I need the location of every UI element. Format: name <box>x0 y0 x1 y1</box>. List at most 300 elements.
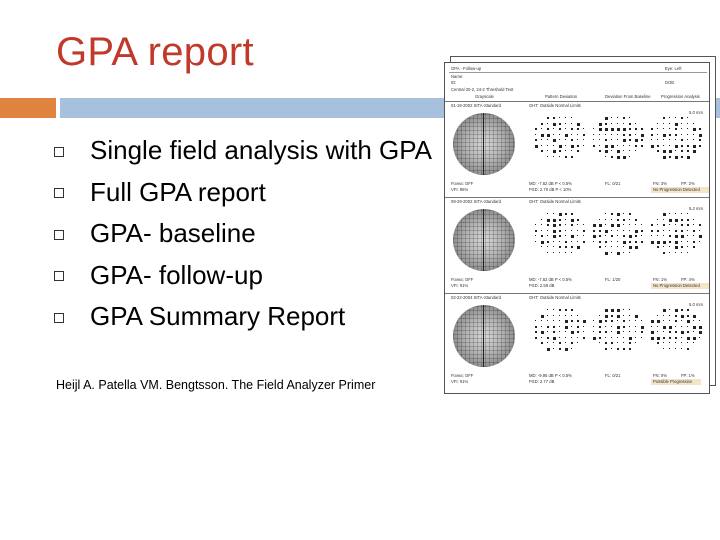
plot-symbol <box>657 224 658 225</box>
progression-plot <box>651 213 705 257</box>
plot-symbol <box>593 331 594 332</box>
plot-symbol <box>565 128 566 129</box>
plot-symbol <box>577 128 579 130</box>
plot-symbol <box>583 230 585 232</box>
plot-symbol <box>541 150 543 152</box>
plot-symbol <box>699 320 700 321</box>
plot-symbol <box>553 337 556 340</box>
plot-symbol <box>693 315 696 318</box>
exam-date: 01-18-2002 SITA-Standard <box>451 103 501 108</box>
plot-symbol <box>663 246 664 247</box>
plot-symbol <box>571 235 574 238</box>
plot-symbol <box>681 309 683 311</box>
plot-symbol <box>651 128 653 130</box>
plot-symbol <box>657 219 658 220</box>
plot-symbol <box>663 128 664 129</box>
plot-symbol <box>617 246 618 247</box>
plot-symbol <box>565 156 567 158</box>
plot-symbol <box>541 230 542 231</box>
plot-symbol <box>617 156 620 159</box>
plot-symbol <box>657 145 659 147</box>
plot-symbol <box>593 235 596 238</box>
plot-symbol <box>617 150 620 153</box>
plot-symbol <box>693 241 695 243</box>
plot-symbol <box>635 224 636 225</box>
plot-symbol <box>599 224 602 227</box>
plot-symbol <box>571 224 573 226</box>
plot-symbol <box>687 134 688 135</box>
report-id-label: ID: <box>451 80 457 85</box>
square-bullet-icon <box>54 313 64 323</box>
plot-symbol <box>681 320 682 321</box>
plot-symbol <box>629 320 630 321</box>
plot-symbol <box>663 145 664 146</box>
plot-symbol <box>559 156 560 157</box>
exam-status: No Progression Detected <box>653 283 700 288</box>
plot-symbol <box>699 128 701 130</box>
plot-symbol <box>687 213 688 214</box>
plot-symbol <box>651 230 653 232</box>
plot-symbol <box>663 134 666 137</box>
plot-symbol <box>623 117 625 119</box>
plot-symbol <box>547 123 548 124</box>
plot-symbol <box>663 326 666 329</box>
plot-symbol <box>681 342 682 343</box>
plot-symbol <box>657 326 658 327</box>
plot-symbol <box>547 150 548 151</box>
bullet-item <box>54 296 432 338</box>
plot-symbol <box>629 309 630 310</box>
plot-symbol <box>657 134 658 135</box>
plot-symbol <box>617 134 618 135</box>
plot-symbol <box>675 315 677 317</box>
plot-symbol <box>599 128 602 131</box>
exam-psd: PSD: 2.70 dB P < 10% <box>529 187 572 192</box>
plot-symbol <box>541 235 543 237</box>
plot-symbol <box>629 139 631 141</box>
col-progression: Progression Analysis <box>661 94 700 99</box>
plot-symbol <box>681 230 683 232</box>
plot-symbol <box>663 315 664 316</box>
plot-symbol <box>583 139 584 140</box>
plot-symbol <box>559 145 562 148</box>
plot-symbol <box>641 337 642 338</box>
plot-symbol <box>623 331 624 332</box>
plot-symbol <box>699 134 702 137</box>
plot-symbol <box>617 320 618 321</box>
plot-symbol <box>623 123 624 124</box>
plot-symbol <box>681 224 683 226</box>
plot-symbol <box>681 150 683 152</box>
plot-symbol <box>623 134 625 136</box>
plot-symbol <box>629 342 631 344</box>
plot-symbol <box>593 145 595 147</box>
plot-symbol <box>617 348 619 350</box>
report-eye: Eye: Left <box>665 66 682 71</box>
plot-symbol <box>657 150 659 152</box>
plot-symbol <box>605 219 606 220</box>
plot-symbol <box>669 241 671 243</box>
plot-symbol <box>657 139 658 140</box>
exam-mode: Fovea: OFF <box>451 181 474 186</box>
plot-symbol <box>559 348 561 350</box>
exam-divider <box>445 101 710 102</box>
plot-symbol <box>663 320 664 321</box>
plot-symbol <box>571 326 572 327</box>
plot-symbol <box>599 246 601 248</box>
plot-symbol <box>669 134 671 136</box>
plot-symbol <box>593 128 594 129</box>
plot-symbol <box>547 342 548 343</box>
plot-symbol <box>657 230 659 232</box>
plot-symbol <box>669 235 671 237</box>
plot-symbol <box>565 337 566 338</box>
plot-symbol <box>663 348 664 349</box>
plot-symbol <box>663 123 664 124</box>
plot-symbol <box>605 123 607 125</box>
pattern-deviation-plot <box>535 213 589 257</box>
plot-symbol <box>547 219 550 222</box>
plot-symbol <box>565 326 568 329</box>
plot-symbol <box>629 117 630 118</box>
plot-symbol <box>687 337 690 340</box>
plot-symbol <box>699 337 700 338</box>
plot-symbol <box>535 134 536 135</box>
plot-symbol <box>629 128 631 130</box>
plot-symbol <box>605 348 607 350</box>
plot-symbol <box>559 235 561 237</box>
plot-symbol <box>605 342 607 344</box>
exam-fl: FL: 1/20 <box>605 277 621 282</box>
plot-symbol <box>559 342 561 344</box>
plot-symbol <box>623 224 624 225</box>
plot-symbol <box>669 224 670 225</box>
plot-symbol <box>547 315 548 316</box>
plot-symbol <box>565 213 567 215</box>
plot-symbol <box>565 252 566 253</box>
plot-symbol <box>565 315 566 316</box>
plot-symbol <box>663 224 665 226</box>
plot-symbol <box>611 230 612 231</box>
plot-symbol <box>611 117 612 118</box>
plot-symbol <box>577 337 578 338</box>
plot-symbol <box>535 331 537 333</box>
plot-symbol <box>623 315 624 316</box>
plot-symbol <box>663 309 666 312</box>
plot-symbol <box>681 128 682 129</box>
plot-symbol <box>611 337 612 338</box>
plot-symbol <box>599 134 600 135</box>
plot-symbol <box>535 337 537 339</box>
plot-symbol <box>571 213 573 215</box>
bullet-text: GPA Summary Report <box>90 301 346 332</box>
plot-symbol <box>629 134 631 136</box>
square-bullet-icon <box>54 188 64 198</box>
plot-symbol <box>635 128 637 130</box>
plot-symbol <box>547 139 548 140</box>
exam-ght: GHT: Outside Normal Limits <box>529 199 581 204</box>
plot-symbol <box>593 320 594 321</box>
plot-symbol <box>611 219 612 220</box>
plot-symbol <box>583 128 584 129</box>
plot-symbol <box>669 128 670 129</box>
plot-symbol <box>553 156 554 157</box>
plot-symbol <box>553 123 556 126</box>
plot-symbol <box>617 213 620 216</box>
plot-symbol <box>623 128 626 131</box>
square-bullet-icon <box>54 147 64 157</box>
plot-symbol <box>629 230 630 231</box>
plot-symbol <box>693 123 694 124</box>
plot-symbol <box>629 150 630 151</box>
plot-symbol <box>623 156 626 159</box>
bullet-text: GPA- baseline <box>90 218 256 249</box>
plot-symbol <box>583 331 584 332</box>
plot-symbol <box>669 139 670 140</box>
plot-symbol <box>577 342 578 343</box>
plot-symbol <box>565 139 566 140</box>
plot-symbol <box>669 213 670 214</box>
plot-symbol <box>565 235 566 236</box>
plot-symbol <box>687 128 688 129</box>
plot-symbol <box>669 337 671 339</box>
plot-symbol <box>599 230 601 232</box>
plot-symbol <box>565 134 568 137</box>
plot-symbol <box>699 241 700 242</box>
plot-symbol <box>629 156 630 157</box>
plot-symbol <box>699 235 702 238</box>
plot-symbol <box>541 219 542 220</box>
plot-symbol <box>553 235 556 238</box>
plot-symbol <box>611 150 612 151</box>
square-bullet-icon <box>54 271 64 281</box>
plot-symbol <box>547 156 548 157</box>
plot-symbol <box>699 326 702 329</box>
exam-fp: FP: 4% <box>681 277 695 282</box>
visual-field-grayscale <box>453 305 515 367</box>
plot-symbol <box>611 331 612 332</box>
plot-symbol <box>675 348 676 349</box>
plot-symbol <box>535 128 537 130</box>
bullet-text: Full GPA report <box>90 176 266 207</box>
plot-symbol <box>593 139 594 140</box>
plot-symbol <box>669 326 672 329</box>
plot-symbol <box>617 145 618 146</box>
plot-symbol <box>687 252 688 253</box>
plot-symbol <box>657 320 660 323</box>
plot-symbol <box>687 117 688 118</box>
plot-symbol <box>565 145 566 146</box>
plot-symbol <box>611 123 612 124</box>
plot-symbol <box>559 128 561 130</box>
plot-symbol <box>687 224 689 226</box>
plot-symbol <box>565 309 567 311</box>
plot-symbol <box>675 219 678 222</box>
plot-symbol <box>651 241 654 244</box>
plot-symbol <box>687 219 689 221</box>
plot-symbol <box>657 123 658 124</box>
plot-symbol <box>577 235 578 236</box>
plot-symbol <box>693 150 696 153</box>
exam-md: MD: -7.62 dB P < 0.5% <box>529 181 572 186</box>
plot-symbol <box>675 139 676 140</box>
plot-symbol <box>657 235 658 236</box>
plot-symbol <box>565 320 568 323</box>
exam-ght: GHT: Outside Normal Limits <box>529 295 581 300</box>
plot-symbol <box>675 128 677 130</box>
plot-symbol <box>641 241 643 243</box>
plot-symbol <box>687 246 688 247</box>
plot-symbol <box>657 331 658 332</box>
plot-symbol <box>699 331 702 334</box>
plot-symbol <box>565 331 566 332</box>
plot-symbol <box>599 315 600 316</box>
plot-symbol <box>635 246 638 249</box>
exam-status: Possible Progression <box>653 379 693 384</box>
plot-symbol <box>623 337 624 338</box>
plot-symbol <box>559 213 562 216</box>
plot-symbol <box>675 252 676 253</box>
plot-symbol <box>577 139 578 140</box>
plot-symbol <box>535 241 536 242</box>
plot-symbol <box>571 315 572 316</box>
plot-symbol <box>541 224 542 225</box>
plot-symbol <box>651 145 654 148</box>
exam-vfi: VFI: 91% <box>451 283 469 288</box>
plot-symbol <box>605 150 608 153</box>
plot-symbol <box>617 230 618 231</box>
plot-symbol <box>669 348 670 349</box>
plot-symbol <box>617 252 620 255</box>
plot-symbol <box>559 224 561 226</box>
plot-symbol <box>541 337 542 338</box>
plot-symbol <box>605 246 606 247</box>
plot-symbol <box>541 326 542 327</box>
plot-symbol <box>681 219 683 221</box>
plot-symbol <box>611 134 612 135</box>
plot-symbol <box>629 348 631 350</box>
plot-symbol <box>617 139 618 140</box>
report-page-front <box>444 62 710 394</box>
plot-symbol <box>571 252 572 253</box>
plot-symbol <box>641 139 643 141</box>
plot-symbol <box>565 123 566 124</box>
plot-symbol <box>669 150 672 153</box>
plot-symbol <box>547 134 550 137</box>
plot-symbol <box>675 224 676 225</box>
plot-symbol <box>663 156 666 159</box>
plot-symbol <box>675 156 678 159</box>
plot-symbol <box>565 230 566 231</box>
exam-vfi: VFI: 95% <box>451 187 469 192</box>
plot-symbol <box>681 348 682 349</box>
plot-symbol <box>611 342 613 344</box>
plot-symbol <box>617 219 619 221</box>
plot-symbol <box>553 213 554 214</box>
plot-symbol <box>635 235 637 237</box>
plot-symbol <box>629 224 630 225</box>
plot-symbol <box>623 348 625 350</box>
plot-symbol <box>577 134 578 135</box>
plot-symbol <box>693 128 696 131</box>
plot-symbol <box>657 246 659 248</box>
plot-symbol <box>629 241 631 243</box>
exam-mode: Fovea: OFF <box>451 277 474 282</box>
plot-symbol <box>553 230 556 233</box>
plot-symbol <box>583 224 584 225</box>
plot-symbol <box>669 309 670 310</box>
plot-symbol <box>611 235 613 237</box>
plot-symbol <box>675 134 677 136</box>
plot-symbol <box>583 145 584 146</box>
plot-symbol <box>681 145 683 147</box>
plot-symbol <box>663 241 666 244</box>
plot-symbol <box>669 246 670 247</box>
plot-symbol <box>651 134 653 136</box>
plot-symbol <box>651 320 654 323</box>
plot-symbol <box>657 342 659 344</box>
progression-plot <box>651 117 705 161</box>
plot-symbol <box>571 123 572 124</box>
plot-symbol <box>547 309 548 310</box>
plot-symbol <box>675 145 678 148</box>
plot-symbol <box>629 219 630 220</box>
plot-symbol <box>669 156 671 158</box>
plot-symbol <box>675 326 676 327</box>
plot-symbol <box>635 139 638 142</box>
plot-symbol <box>547 145 548 146</box>
exam-fn: FN: 0% <box>653 373 667 378</box>
plot-symbol <box>675 213 676 214</box>
report-name-label: Name: <box>451 74 464 79</box>
plot-symbol <box>623 145 624 146</box>
plot-symbol <box>605 128 608 131</box>
plot-symbol <box>559 320 560 321</box>
exam-scale: 5.2 mm <box>689 206 703 211</box>
plot-symbol <box>669 331 671 333</box>
plot-symbol <box>663 342 664 343</box>
plot-symbol <box>641 230 643 232</box>
plot-symbol <box>571 246 573 248</box>
plot-symbol <box>651 337 654 340</box>
plot-symbol <box>693 246 695 248</box>
plot-symbol <box>687 139 688 140</box>
plot-symbol <box>553 348 554 349</box>
plot-symbol <box>693 331 694 332</box>
plot-symbol <box>605 213 606 214</box>
plot-symbol <box>577 230 578 231</box>
plot-symbol <box>693 145 696 148</box>
plot-symbol <box>599 150 601 152</box>
plot-symbol <box>559 219 561 221</box>
exam-date: 02-22-2004 SITA-Standard <box>451 295 501 300</box>
plot-symbol <box>635 342 636 343</box>
plot-symbol <box>611 213 613 215</box>
plot-symbol <box>617 128 620 131</box>
plot-symbol <box>651 235 652 236</box>
plot-symbol <box>657 337 660 340</box>
plot-symbol <box>577 219 579 221</box>
plot-symbol <box>635 320 636 321</box>
plot-symbol <box>617 326 620 329</box>
plot-symbol <box>583 326 584 327</box>
plot-symbol <box>663 213 666 216</box>
plot-symbol <box>635 150 636 151</box>
plot-symbol <box>669 117 670 118</box>
exam-md: MD: -7.62 dB P < 0.5% <box>529 277 572 282</box>
exam-fl: FL: 0/21 <box>605 181 621 186</box>
plot-symbol <box>571 156 573 158</box>
